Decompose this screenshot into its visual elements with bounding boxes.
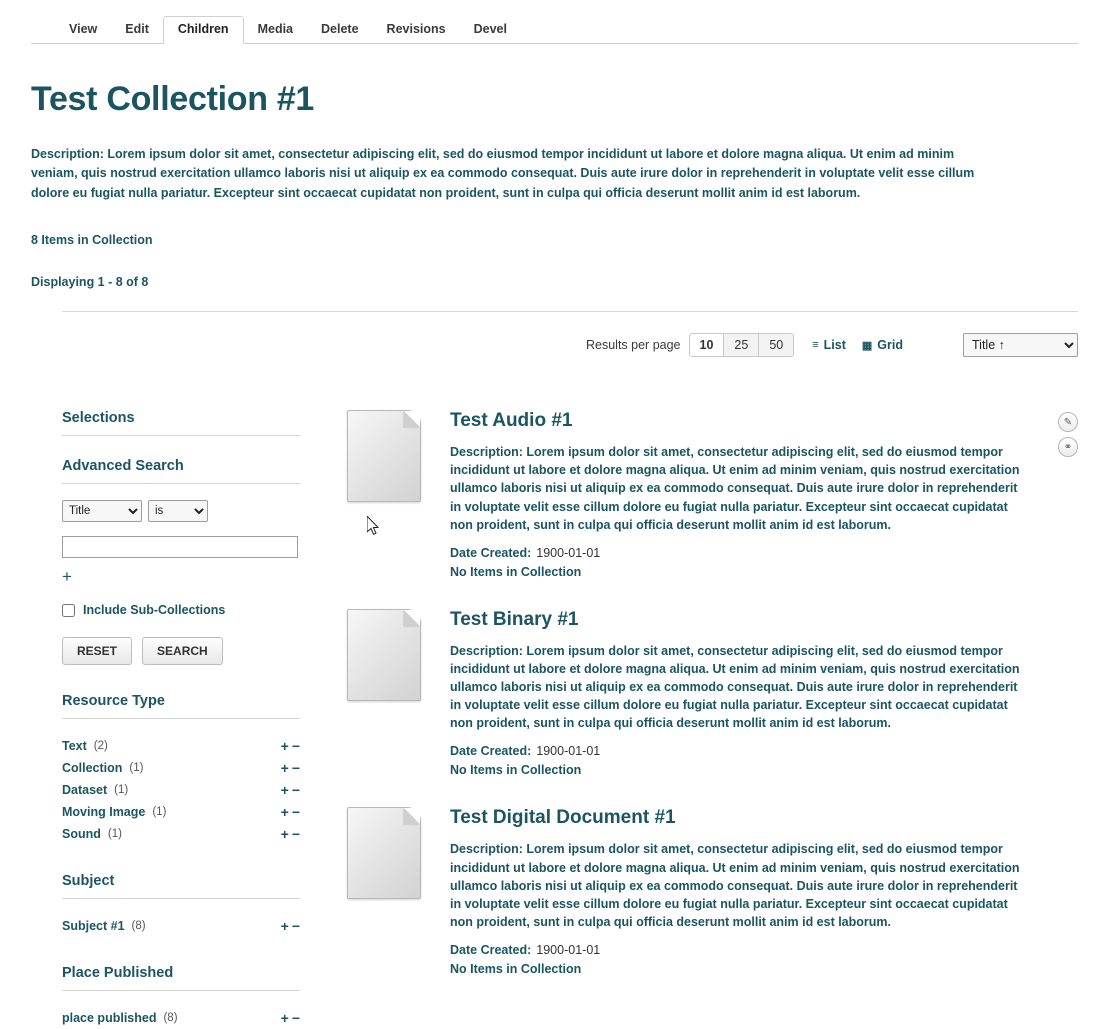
result-items-note: No Items in Collection [450, 564, 582, 579]
facet-include-icon[interactable]: + [280, 1010, 289, 1027]
result-items-note: No Items in Collection [450, 962, 582, 976]
facet-include-icon[interactable]: + [280, 804, 289, 821]
date-created-value: 1900-01-01 [536, 943, 601, 957]
facet-controls [281, 919, 300, 933]
include-subcollections-label: Include Sub-Collections [83, 603, 226, 618]
facet-exclude-icon[interactable]: − [291, 918, 300, 935]
result-title-link[interactable]: Test Audio #1 [450, 410, 573, 432]
grid-icon: ▦ [861, 339, 873, 352]
results-per-page-50[interactable]: 50 [759, 334, 793, 356]
edit-icon[interactable]: ✎ [1058, 412, 1078, 432]
search-button-row [62, 637, 300, 665]
results-list [338, 410, 1078, 1006]
result-thumbnail[interactable] [338, 609, 430, 778]
facet-include-icon[interactable]: + [280, 918, 289, 935]
result-item [338, 609, 1078, 778]
tab-view[interactable]: View [69, 22, 98, 36]
facet-controls [281, 805, 300, 819]
results-per-page-group[interactable] [689, 333, 795, 357]
result-body [450, 410, 1078, 579]
collection-description: Description: Lorem ipsum dolor sit amet, consectetur adipiscing elit, sed do eiusmod tempor incididunt ut labore et dolore magna aliqua. Ut enim ad minim veniam, quis nostrud exercitation ullamco laboris nisi ut aliquip ex ea commodo consequat. Duis aute irure dolor in reprehenderit in voluptate velit esse cillum dolore eu fugiat nulla pariatur. Excepteur sint occaecat cupidatat non proident, sunt in culpa qui officia deserunt mollit anim id est laborum. [31, 147, 975, 200]
result-item [338, 807, 1078, 976]
facet-controls [281, 783, 300, 797]
result-date-created [450, 943, 1020, 957]
displaying-range: Displaying 1 - 8 of 8 [31, 275, 149, 290]
result-title-link[interactable]: Test Binary #1 [450, 608, 579, 630]
facet-item[interactable] [62, 801, 300, 823]
facet-item[interactable] [62, 915, 300, 937]
results-toolbar [62, 330, 1078, 360]
facet-groups [62, 693, 300, 1029]
date-created-value: 1900-01-01 [536, 545, 601, 560]
date-created-label: Date Created: [450, 545, 532, 560]
include-subcollections-checkbox[interactable] [62, 604, 75, 617]
result-item [338, 410, 1078, 579]
facet-title-place-published: Place Published [62, 965, 300, 991]
view-mode-label: Grid [877, 338, 903, 353]
reset-button[interactable]: RESET [62, 637, 132, 665]
result-date-created [450, 546, 1020, 560]
facet-list [62, 1007, 300, 1029]
document-icon [347, 410, 421, 502]
facet-include-icon[interactable]: + [280, 782, 289, 799]
tab-edit[interactable]: Edit [125, 22, 149, 36]
advanced-search-title: Advanced Search [62, 458, 300, 484]
facet-exclude-icon[interactable]: − [291, 738, 300, 755]
facet-item-count: (8) [131, 920, 146, 933]
tab-devel[interactable]: Devel [473, 22, 507, 36]
advanced-operator-select[interactable] [148, 500, 208, 522]
tab-revisions[interactable]: Revisions [386, 22, 446, 36]
facet-item-label[interactable]: Text [62, 739, 87, 754]
results-per-page-25[interactable]: 25 [724, 334, 759, 356]
items-in-collection: 8 Items in Collection [31, 233, 153, 248]
facet-item-count: (8) [163, 1012, 178, 1025]
facet-include-icon[interactable]: + [280, 738, 289, 755]
facet-include-icon[interactable]: + [280, 826, 289, 843]
add-criterion-icon[interactable]: + [62, 567, 72, 587]
tab-bar [31, 0, 1078, 44]
view-mode-list[interactable] [812, 338, 846, 352]
main-layout [62, 410, 1078, 1029]
result-description: Description: Lorem ipsum dolor sit amet, consectetur adipiscing elit, sed do eiusmod tempor incididunt ut labore et dolore magna aliqua. Ut enim ad minim veniam, quis nostrud exercitation ullamco laboris nisi ut aliquip ex ea commodo consequat. Duis aute irure dolor in reprehenderit in voluptate velit esse cillum dolore eu fugiat nulla pariatur. Excepteur sint occaecat cupidatat non proident, sunt in culpa qui officia deserunt mollit anim id est laborum. [450, 643, 1020, 731]
results-per-page-10[interactable]: 10 [690, 334, 725, 356]
date-created-label: Date Created: [450, 943, 532, 957]
facet-item[interactable] [62, 735, 300, 757]
sort-select[interactable] [963, 333, 1078, 357]
facet-item-count: (1) [107, 828, 122, 841]
list-icon: ≡ [812, 339, 819, 352]
date-created-value: 1900-01-01 [536, 744, 601, 759]
tab-children[interactable]: Children [163, 16, 244, 44]
document-icon [347, 807, 421, 899]
facet-controls [281, 827, 300, 841]
facet-item[interactable] [62, 757, 300, 779]
advanced-field-select[interactable] [62, 500, 142, 522]
result-description: Description: Lorem ipsum dolor sit amet, consectetur adipiscing elit, sed do eiusmod tempor incididunt ut labore et dolore magna aliqua. Ut enim ad minim veniam, quis nostrud exercitation ullamco laboris nisi ut aliquip ex ea commodo consequat. Duis aute irure dolor in reprehenderit in voluptate velit esse cillum dolore eu fugiat nulla pariatur. Excepteur sint occaecat cupidatat non proident, sunt in culpa qui officia deserunt mollit anim id est laborum. [450, 842, 1020, 929]
link-icon[interactable]: ⚭ [1058, 437, 1078, 457]
facet-item-label[interactable]: Dataset [62, 783, 108, 798]
facet-item[interactable] [62, 823, 300, 845]
results-per-page-label: Results per page [586, 338, 681, 353]
tab-list [31, 16, 1078, 43]
facet-exclude-icon[interactable]: − [291, 1010, 300, 1027]
tab-media[interactable]: Media [257, 22, 294, 36]
facet-controls [281, 1011, 300, 1025]
search-button[interactable]: SEARCH [142, 637, 223, 665]
view-mode-grid[interactable] [862, 338, 903, 352]
facet-item-label[interactable]: Moving Image [62, 805, 146, 820]
advanced-search-row [62, 500, 300, 522]
facet-include-icon[interactable]: + [280, 760, 289, 777]
view-mode-group[interactable] [812, 338, 903, 352]
view-mode-label: List [823, 338, 846, 353]
result-title-link[interactable]: Test Digital Document #1 [450, 807, 676, 829]
facet-item-count: (2) [93, 740, 108, 753]
page-title: Test Collection #1 [31, 80, 315, 118]
facet-item-count: (1) [152, 806, 167, 819]
include-subcollections-row[interactable] [62, 603, 300, 617]
result-items-note: No Items in Collection [450, 763, 582, 778]
facet-list [62, 735, 300, 845]
facet-exclude-icon[interactable]: − [291, 826, 300, 843]
result-body [450, 609, 1078, 778]
facet-item[interactable] [62, 779, 300, 801]
facet-item-count: (1) [114, 784, 129, 797]
result-actions [1058, 412, 1078, 457]
facet-exclude-icon[interactable]: − [291, 760, 300, 777]
facet-list [62, 915, 300, 937]
sidebar [62, 410, 300, 1029]
facet-controls [281, 761, 300, 775]
facet-item-label[interactable]: Sound [62, 827, 101, 842]
facet-item-label[interactable]: Subject #1 [62, 919, 125, 934]
result-thumbnail[interactable] [338, 807, 430, 976]
result-thumbnail[interactable] [338, 410, 430, 579]
facet-item[interactable] [62, 1007, 300, 1029]
tab-delete[interactable]: Delete [321, 22, 359, 36]
facet-item-label[interactable]: Collection [62, 761, 123, 776]
result-body [450, 807, 1078, 976]
facet-title-subject: Subject [62, 873, 300, 899]
result-date-created [450, 744, 1020, 758]
advanced-search-input[interactable] [62, 536, 298, 558]
facet-item-count: (1) [129, 762, 144, 775]
document-icon [347, 609, 421, 701]
facet-exclude-icon[interactable]: − [291, 782, 300, 799]
facet-item-label[interactable]: place published [62, 1011, 157, 1026]
date-created-label: Date Created: [450, 744, 532, 759]
header-divider [62, 311, 1078, 312]
facet-title-resource-type: Resource Type [62, 693, 300, 719]
selections-title: Selections [62, 410, 300, 436]
result-description: Description: Lorem ipsum dolor sit amet, consectetur adipiscing elit, sed do eiusmod tempor incididunt ut labore et dolore magna aliqua. Ut enim ad minim veniam, quis nostrud exercitation ullamco laboris nisi ut aliquip ex ea commodo consequat. Duis aute irure dolor in reprehenderit in voluptate velit esse cillum dolore eu fugiat nulla pariatur. Excepteur sint occaecat cupidatat non proident, sunt in culpa qui officia deserunt mollit anim id est laborum. [450, 445, 1020, 532]
facet-exclude-icon[interactable]: − [291, 804, 300, 821]
facet-controls [281, 739, 300, 753]
